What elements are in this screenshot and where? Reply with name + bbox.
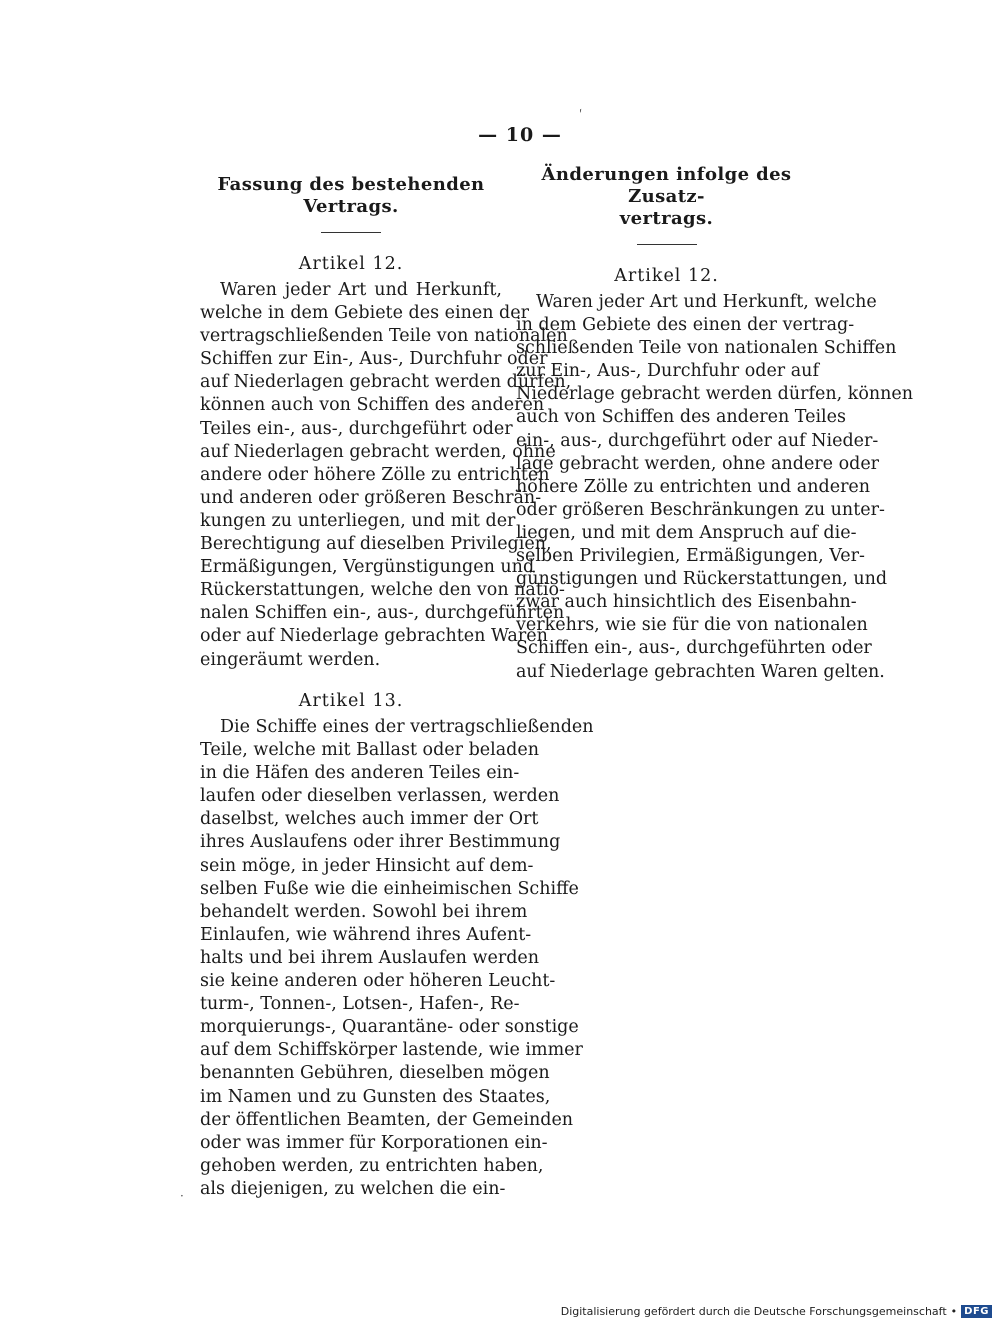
footer-bullet: • bbox=[950, 1305, 958, 1318]
text-line: auf Niederlagen gebracht werden, ohne bbox=[200, 441, 556, 462]
article-12-body-left bbox=[200, 279, 572, 672]
article-12-title-right: Artikel 12. bbox=[614, 266, 719, 286]
text-line: halts und bei ihrem Auslaufen werden bbox=[200, 947, 540, 968]
text-line: günstigungen und Rückerstattungen, und bbox=[516, 569, 888, 590]
text-line: ein-, aus-, durchgeführt oder auf Nieder- bbox=[516, 430, 879, 451]
text-line: Einlaufen, wie während ihres Aufent- bbox=[200, 924, 532, 945]
text-line: nalen Schiffen ein-, aus-, durchgeführten bbox=[200, 603, 565, 624]
text-line: andere oder höhere Zölle zu entrichten bbox=[200, 464, 550, 485]
text-line: oder größeren Beschränkungen zu unter- bbox=[516, 499, 885, 520]
text-line: daselbst, welches auch immer der Ort bbox=[200, 809, 539, 830]
text-line: Teile, welche mit Ballast oder beladen bbox=[200, 740, 539, 761]
text-line: auf Niederlagen gebracht werden dürfen, bbox=[200, 372, 572, 393]
text-line: in dem Gebiete des einen der vertrag- bbox=[516, 315, 855, 336]
text-line: Teiles ein-, aus-, durchgeführt oder bbox=[200, 418, 513, 439]
right-heading-line-1: Änderungen infolge des Zusatz- bbox=[541, 164, 792, 207]
text-line: ihres Auslaufens oder ihrer Bestimmung bbox=[200, 832, 561, 853]
text-line: turm-, Tonnen-, Lotsen-, Hafen-, Re- bbox=[200, 994, 520, 1015]
text-line: der öffentlichen Beamten, der Gemeinden bbox=[200, 1109, 574, 1130]
text-line: selben Fuße wie die einheimischen Schiffe bbox=[200, 878, 579, 899]
text-line: Niederlage gebracht werden dürfen, können bbox=[516, 384, 914, 405]
text-line: in die Häfen des anderen Teiles ein- bbox=[200, 763, 520, 784]
text-line: selben Privilegien, Ermäßigungen, Ver- bbox=[516, 546, 865, 567]
footer bbox=[561, 1305, 992, 1318]
text-line: sein möge, in jeder Hinsicht auf dem- bbox=[200, 855, 534, 876]
dfg-logo: DFG bbox=[961, 1305, 992, 1318]
text-line: und anderen oder größeren Beschrän- bbox=[200, 487, 542, 508]
text-line: Waren jeder Art und Herkunft, bbox=[220, 280, 502, 300]
right-heading-line-2: vertrags. bbox=[619, 208, 714, 229]
right-column-heading bbox=[516, 164, 817, 230]
heading-divider bbox=[637, 244, 697, 245]
text-line: im Namen und zu Gunsten des Staates, bbox=[200, 1086, 551, 1107]
text-line: zur Ein-, Aus-, Durchfuhr oder auf bbox=[516, 361, 819, 382]
text-line: oder auf Niederlage gebrachten Waren bbox=[200, 626, 548, 647]
text-line: als diejenigen, zu welchen die ein- bbox=[200, 1178, 506, 1199]
text-line: vertragschließenden Teile von nationalen bbox=[200, 326, 568, 347]
text-line: lage gebracht werden, ohne andere oder bbox=[516, 453, 880, 474]
text-line: auf dem Schiffskörper lastende, wie immer bbox=[200, 1040, 583, 1061]
margin-dot: · bbox=[180, 1189, 184, 1203]
text-line: eingeräumt werden. bbox=[200, 649, 381, 670]
text-line: welche in dem Gebiete des einen der bbox=[200, 303, 529, 324]
article-13-title: Artikel 13. bbox=[298, 691, 404, 711]
left-column-heading: Fassung des bestehenden Vertrags. bbox=[217, 174, 485, 217]
text-line: Ermäßigungen, Vergünstigungen und bbox=[200, 557, 535, 578]
text-line: behandelt werden. Sowohl bei ihrem bbox=[200, 901, 528, 922]
article-12-title-left: Artikel 12. bbox=[298, 254, 404, 274]
text-line: liegen, und mit dem Anspruch auf die- bbox=[516, 522, 857, 543]
heading-divider bbox=[321, 232, 381, 233]
text-line: Schiffen ein-, aus-, durchgeführten oder bbox=[516, 638, 872, 659]
text-line: auch von Schiffen des anderen Teiles bbox=[516, 407, 846, 428]
text-line: können auch von Schiffen des anderen bbox=[200, 395, 545, 416]
text-line: Rückerstattungen, welche den von natio- bbox=[200, 580, 565, 601]
text-line: gehoben werden, zu entrichten haben, bbox=[200, 1155, 544, 1176]
article-13 bbox=[200, 690, 594, 1201]
text-line: Schiffen zur Ein-, Aus-, Durchfuhr oder bbox=[200, 349, 548, 370]
text-line: zwar auch hinsichtlich des Eisenbahn- bbox=[516, 592, 857, 613]
text-line: benannten Gebühren, dieselben mögen bbox=[200, 1063, 550, 1084]
footer-text: Digitalisierung gefördert durch die Deutsche Forschungsgemeinschaft bbox=[560, 1305, 947, 1318]
margin-mark: ˊ bbox=[576, 107, 591, 125]
article-13-body bbox=[200, 716, 594, 1201]
text-line: Die Schiffe eines der vertragschließenden bbox=[220, 717, 594, 737]
page-number: — 10 — bbox=[478, 124, 562, 146]
text-line: sie keine anderen oder höheren Leucht- bbox=[200, 971, 556, 992]
text-line: morquierungs-, Quarantäne- oder sonstige bbox=[200, 1017, 579, 1038]
text-line: auf Niederlage gebrachten Waren gelten. bbox=[516, 661, 885, 682]
text-line: kungen zu unterliegen, und mit der bbox=[200, 510, 516, 531]
right-column bbox=[516, 164, 914, 684]
left-column bbox=[200, 174, 572, 672]
text-line: Berechtigung auf dieselben Privilegien, bbox=[200, 534, 552, 555]
text-line: schließenden Teile von nationalen Schiffen bbox=[516, 338, 897, 359]
text-line: verkehrs, wie sie für die von nationalen bbox=[516, 615, 868, 636]
text-line: Waren jeder Art und Herkunft, welche bbox=[536, 292, 877, 312]
article-12-body-right bbox=[516, 291, 914, 684]
text-line: laufen oder dieselben verlassen, werden bbox=[200, 786, 560, 807]
text-line: oder was immer für Korporationen ein- bbox=[200, 1132, 548, 1153]
text-line: höhere Zölle zu entrichten und anderen bbox=[516, 476, 871, 497]
